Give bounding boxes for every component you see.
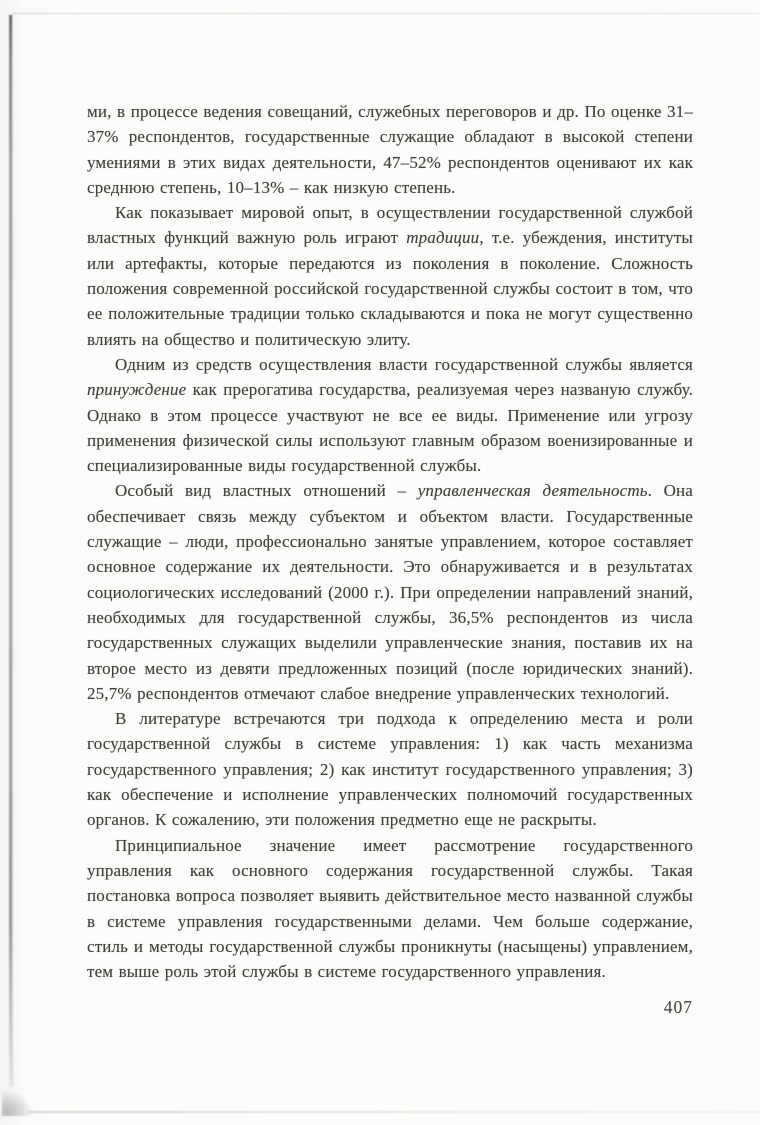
paragraph-text: . Она обеспечивает связь между субъектом и объектом власти. Государственные служащие – люди, профессионально занятые управлением, которое составляет основное содержание их деятельности. Это обнаруживается и в результатах социологических исследований (2000 г.). При определении направлений знаний, необходимых для государственной службы, 36,5% респондентов из числа государственных служащих выделили управленческие знания, поставив их на второе место из девяти предложенных позиций (после юридических знаний). 25,7% респондентов отмечают слабое внедрение управленческих технологий. <box>87 481 693 703</box>
text-block <box>87 99 693 984</box>
italic-term: традиции <box>406 228 480 248</box>
paragraph <box>87 478 693 706</box>
page-top-edge <box>12 13 760 14</box>
page-bottom-edge <box>28 1111 760 1113</box>
paragraph <box>87 200 693 352</box>
paragraph-text: Как показывает мировой опыт, в осуществлении государственной службой властных функций важную роль играют <box>87 203 693 248</box>
paragraph-text: В литературе встречаются три подхода к определению места и роли государственной службы в системе управления: 1) как часть механизма государственного управления; 2) как институт государственного управления; 3) как обеспечение и исполнение управленческих полномочий государственных органов. К сожалению, эти положения предметно еще не раскрыты. <box>87 709 693 830</box>
page-number: 407 <box>663 997 693 1017</box>
paragraph <box>87 352 693 478</box>
page-left-edge <box>9 15 12 1087</box>
paragraph-text: ми, в процессе ведения совещаний, служебных переговоров и др. По оценке 31–37% респондентов, государственные служащие обладают в высокой степени умениями в этих видах деятельности, 47–52% респондентов оценивают их как среднюю степень, 10–13% – как низкую степень. <box>87 102 693 197</box>
paragraph <box>87 833 693 985</box>
paragraph <box>87 706 693 832</box>
paragraph-text: Принципиальное значение имеет рассмотрение государственного управления как основного содержания государственной службы. Такая постановка вопроса позволяет выявить действительное место названной службы в системе управления государственными делами. Чем больше содержание, стиль и методы государственной службы проникнуты (насыщены) управлением, тем выше роль этой службы в системе государственного управления. <box>87 835 693 982</box>
paragraph-text: Особый вид властных отношений – <box>115 481 418 501</box>
paragraph <box>87 99 693 200</box>
paragraph-text: Одним из средств осуществления власти государственной службы является <box>115 354 693 374</box>
italic-term: управленческая деятельность <box>417 481 648 501</box>
paragraph-text: , т.е. убеждения, институты или артефакты, которые передаются из поколения в поколение. Сложность положения современной российской государственной службы состоит в том, что ее положительные традиции только складываются и пока не могут существенно влиять на общество и политическую элиту. <box>87 228 693 349</box>
italic-term: принуждение <box>87 380 187 400</box>
paragraph-text: как прерогатива государства, реализуемая через названую службу. Однако в этом процессе участвуют не все ее виды. Применение или угрозу применения физической силы используют главным образом военизированные и специализированные виды государственной службы. <box>87 380 693 476</box>
